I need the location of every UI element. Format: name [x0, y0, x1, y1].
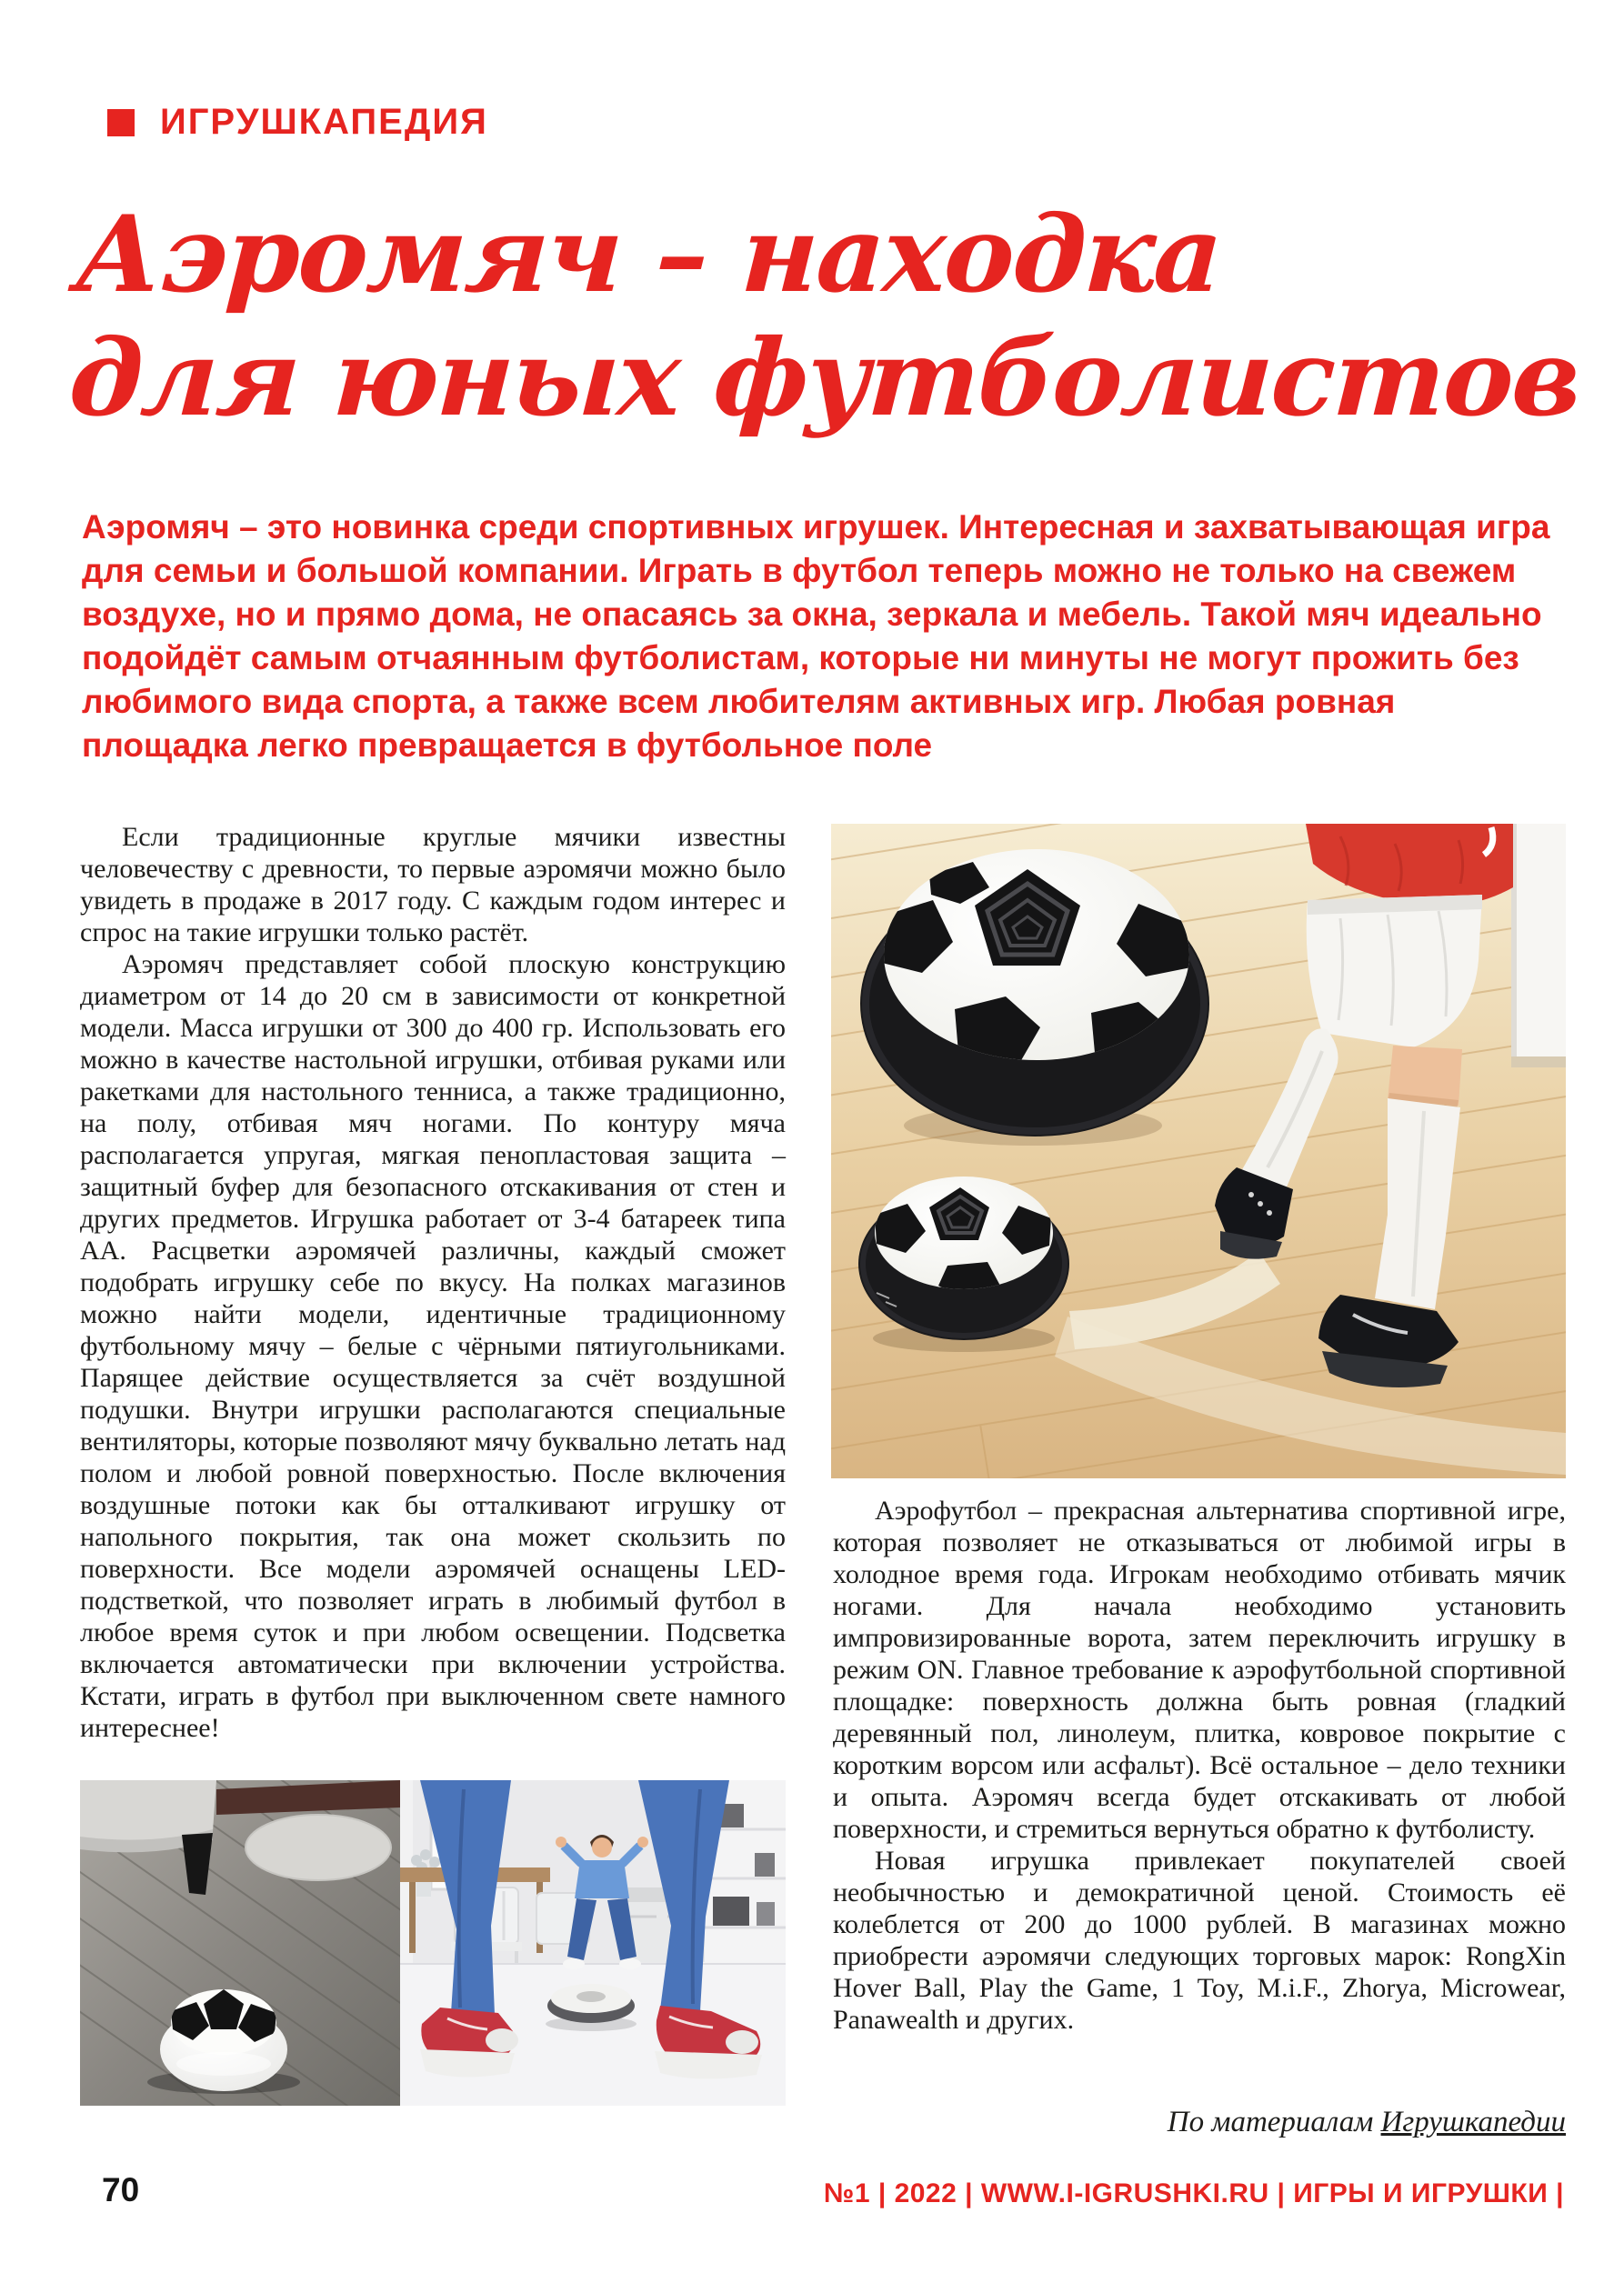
- photo-hoverball-floor: [80, 1780, 400, 2106]
- photo-family-playing: [400, 1780, 786, 2106]
- family-playing-illustration: [400, 1780, 786, 2106]
- hover-disc: [546, 1984, 637, 2031]
- page-number: 70: [102, 2171, 140, 2208]
- left-column: [80, 821, 786, 1744]
- white-door: [1511, 824, 1566, 1067]
- section-header: [107, 102, 488, 143]
- paragraph-aerofootball: Аэрофутбол – прекрасная альтернатива спортивной игре, которая позволяет не отказываться от любимой игры в холодное время года. Игрокам необходимо отбивать мячик ногами. Для начала необходимо установить импровизированные ворота, затем переключить игрушку в режим ON. Главное требование к аэрофутбольной спортивной площадке: поверхность должна быть ровная (гладкий деревянный пол, линолеум, плитка, ковровое покрытие с коротким ворсом или асфальт). Всё остальное – дело техники и опыта. Аэромяч всегда будет отскакивать от любой поверхности, и стремиться вернуться обратно к футболисту.: [833, 1496, 1566, 1844]
- white-hover-ball: [160, 1989, 287, 2091]
- photo-row: [80, 1780, 786, 2106]
- byline-prefix: По материалам: [1167, 2106, 1381, 2138]
- footer-issue-line: №1 | 2022 | WWW.I-IGRUSHKI.RU | ИГРЫ И ИГРУШКИ |: [823, 2178, 1564, 2208]
- article-title-line2: для юных футболистов: [65, 316, 1583, 440]
- byline: [1168, 2106, 1566, 2139]
- paragraph-brands: Новая игрушка привлекает покупателей своей необычностью и демократичной ценой. Стоимость её колеблется от 200 до 1000 рублей. В магазинах можно приобрести аэромячи следующих торговых марок: RongXin Hover Ball, Play the Game, 1 Toy, M.i.F., Zhorya, Microwear, Panawealth и других.: [833, 1846, 1566, 2035]
- hoverball-floor-illustration: [80, 1780, 400, 2106]
- right-column: [833, 1495, 1566, 2036]
- round-rug: [246, 1815, 391, 1880]
- byline-source-link[interactable]: Игрушкапедии: [1380, 2106, 1566, 2138]
- article-lede: Аэромяч – это новинка среди спортивных игрушек. Интересная и захватывающая игра для семьи и большой компании. Играть в футбол теперь можно не только на свежем воздухе, но и прямо дома, не опасаясь за окна, зеркала и мебель. Такой мяч идеально подойдёт самым отчаянным футболистам, которые ни минуты не могут прожить без любимого вида спорта, а также всем любителям активных игр. Любая ровная площадка легко превращается в футбольное поле: [82, 508, 1550, 764]
- section-marker-icon: [107, 109, 135, 136]
- article-title: [66, 193, 1589, 440]
- paragraph-intro: Если традиционные круглые мячики известны человечеству с древности, то первые аэромячи можно было увидеть в продаже в 2017 году. С каждым годом интерес и спрос на такие игрушки только растёт.: [80, 822, 786, 947]
- hoverball-kick-illustration: [831, 824, 1566, 1478]
- article-title-line1: Аэромяч – находка: [73, 193, 1224, 316]
- photo-hoverball-kick: [831, 824, 1566, 1478]
- section-label: ИГРУШКАПЕДИЯ: [160, 102, 488, 142]
- paragraph-description: Аэромяч представляет собой плоскую конструкцию диаметром от 14 до 20 см в зависимости от конкретной модели. Масса игрушки от 300 до 400 гр. Использовать его можно в качестве настольной игрушки, отбивая руками или ракетками для настольного тенниса, а также традиционно, на полу, отбивая мяч ногами. По контуру мяча располагается упругая, мягкая пенопластовая защита – защитный буфер для безопасного отскакивания от стен и других предметов. Игрушка работает от 3-4 батареек типа АА. Расцветки аэромячей различны, каждый сможет подобрать игрушку себе по вкусу. На полках магазинов можно найти модели, идентичные традиционному футбольному мячу – белые с чёрными пятиугольниками. Парящее действие осуществляется за счёт воздушной подушки. Внутри игрушки располагаются специальные вентиляторы, которые позволяют мячу буквально летать над полом и любой ровной поверхностью. После включения воздушные потоки как бы отталкивают игрушку от напольного покрытия, так она может скользить по поверхности. Все модели аэромячей оснащены LED-подстветкой, что позволяет играть в любимый футбол в любое время суток и при любом освещении. Подсветка включается автоматически при включении устройства. Кстати, играть в футбол при выключенном свете намного интереснее!: [80, 949, 786, 1743]
